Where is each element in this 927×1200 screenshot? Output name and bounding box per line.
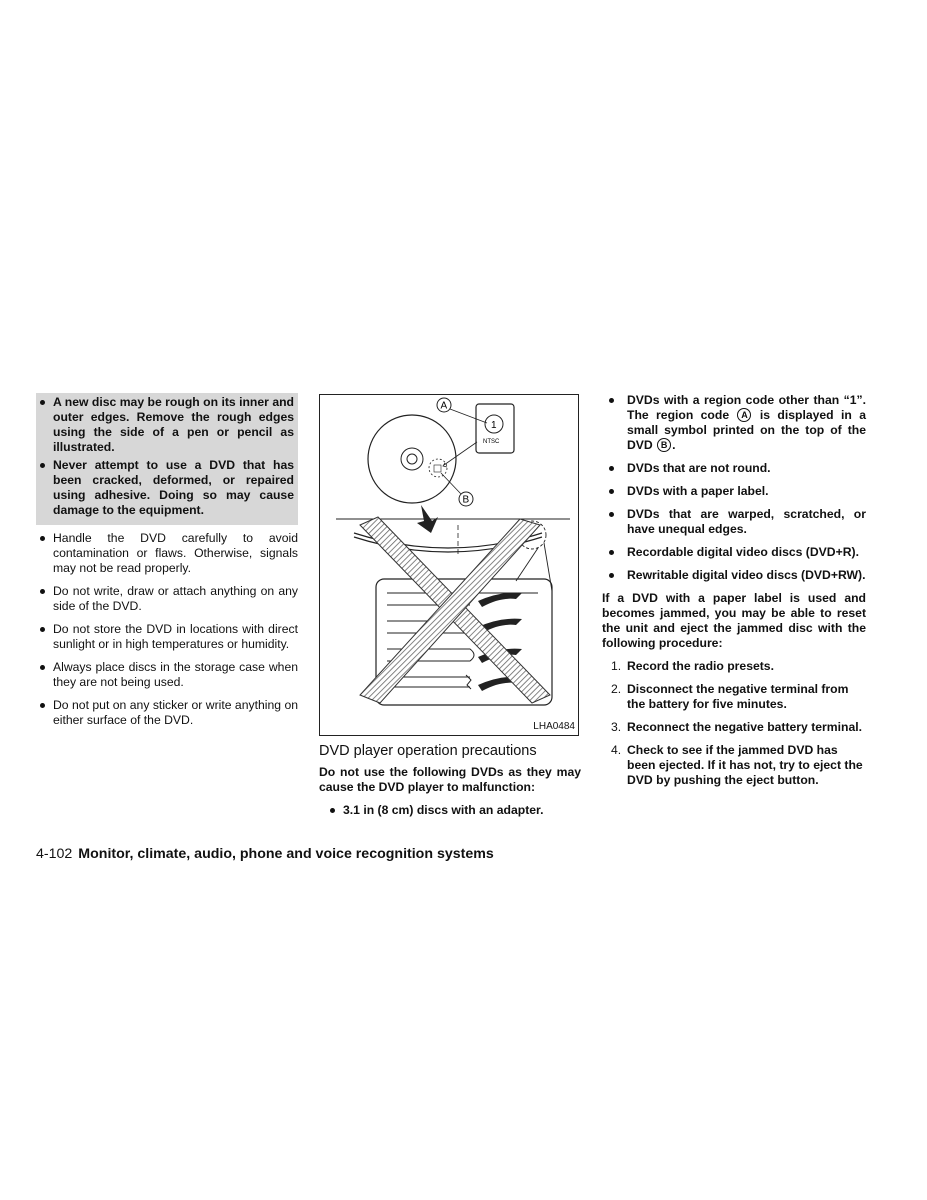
- left-column: [36, 393, 298, 736]
- step-item: [602, 720, 866, 735]
- step-number: 3.: [611, 720, 622, 734]
- step-item: [602, 682, 866, 712]
- region-digit: 1: [491, 420, 497, 431]
- intro-text: Do not use the following DVDs as they may cause the DVD player to malfunction:: [319, 765, 581, 794]
- step-item: [602, 743, 866, 788]
- list-item: DVDs that are warped, scratched, or have unequal edges.: [602, 507, 866, 537]
- step-text: Disconnect the negative terminal from the battery for five minutes.: [627, 682, 849, 711]
- figure-code: LHA0484: [533, 721, 575, 732]
- page-footer: [36, 846, 494, 862]
- step-number: 2.: [611, 682, 622, 696]
- jam-paragraph: If a DVD with a paper label is used and becomes jammed, you may be able to reset the unit and eject the jammed disc with the following procedure:: [602, 591, 866, 650]
- page-number: 4-102: [36, 846, 73, 862]
- section-title: DVD player operation precautions: [319, 743, 537, 759]
- warning-bullet: A new disc may be rough on its inner and outer edges. Remove the rough edges using the side of a pen or pencil as illustrated.: [36, 395, 294, 455]
- region-text-2: is displayed in a small symbol printed on the top of the DVD: [627, 408, 866, 452]
- warning-box: [36, 393, 298, 525]
- step-text: Reconnect the negative battery terminal.: [627, 720, 863, 734]
- middle-column: [319, 393, 581, 818]
- list-item: DVDs with a paper label.: [602, 484, 866, 499]
- handling-list: [36, 531, 298, 728]
- list-item: Do not store the DVD in locations with direct sunlight or in high temperatures or humidity.: [36, 622, 298, 652]
- circle-b-icon: B: [657, 438, 671, 452]
- list-item: DVDs that are not round.: [602, 461, 866, 476]
- list-item: Handle the DVD carefully to avoid contamination or flaws. Otherwise, signals may not be read properly.: [36, 531, 298, 576]
- chapter-title: Monitor, climate, audio, phone and voice recognition systems: [78, 846, 494, 862]
- list-item: Recordable digital video discs (DVD+R).: [602, 545, 866, 560]
- region-text-1: DVDs with a region code other than “1”. The region code: [627, 393, 866, 422]
- region-code-item: [602, 393, 866, 453]
- circle-a-icon: A: [737, 408, 751, 422]
- step-item: [602, 659, 866, 674]
- dvd-illustration: [319, 394, 579, 736]
- list-item: Do not write, draw or attach anything on any side of the DVD.: [36, 584, 298, 614]
- dvd-illustration-drawing: [320, 395, 578, 735]
- right-column: [602, 393, 866, 796]
- list-item: Do not put on any sticker or write anything on either surface of the DVD.: [36, 698, 298, 728]
- region-text-3: .: [672, 438, 676, 452]
- svg-text:A: A: [440, 400, 448, 412]
- step-text: Check to see if the jammed DVD has been ejected. If it has not, try to eject the DVD by pushing the eject button.: [627, 743, 863, 787]
- list-item: Always place discs in the storage case when they are not being used.: [36, 660, 298, 690]
- step-number: 4.: [611, 743, 622, 757]
- svg-text:B: B: [462, 494, 470, 506]
- step-number: 1.: [611, 659, 622, 673]
- warning-bullet: Never attempt to use a DVD that has been cracked, deformed, or repaired using adhesive. Doing so may cause damage to the equipment.: [36, 458, 294, 518]
- list-item: Rewritable digital video discs (DVD+RW).: [602, 568, 866, 583]
- list-item: 3.1 in (8 cm) discs with an adapter.: [326, 803, 581, 818]
- step-text: Record the radio presets.: [627, 659, 774, 673]
- ntsc-label: NTSC: [483, 439, 500, 445]
